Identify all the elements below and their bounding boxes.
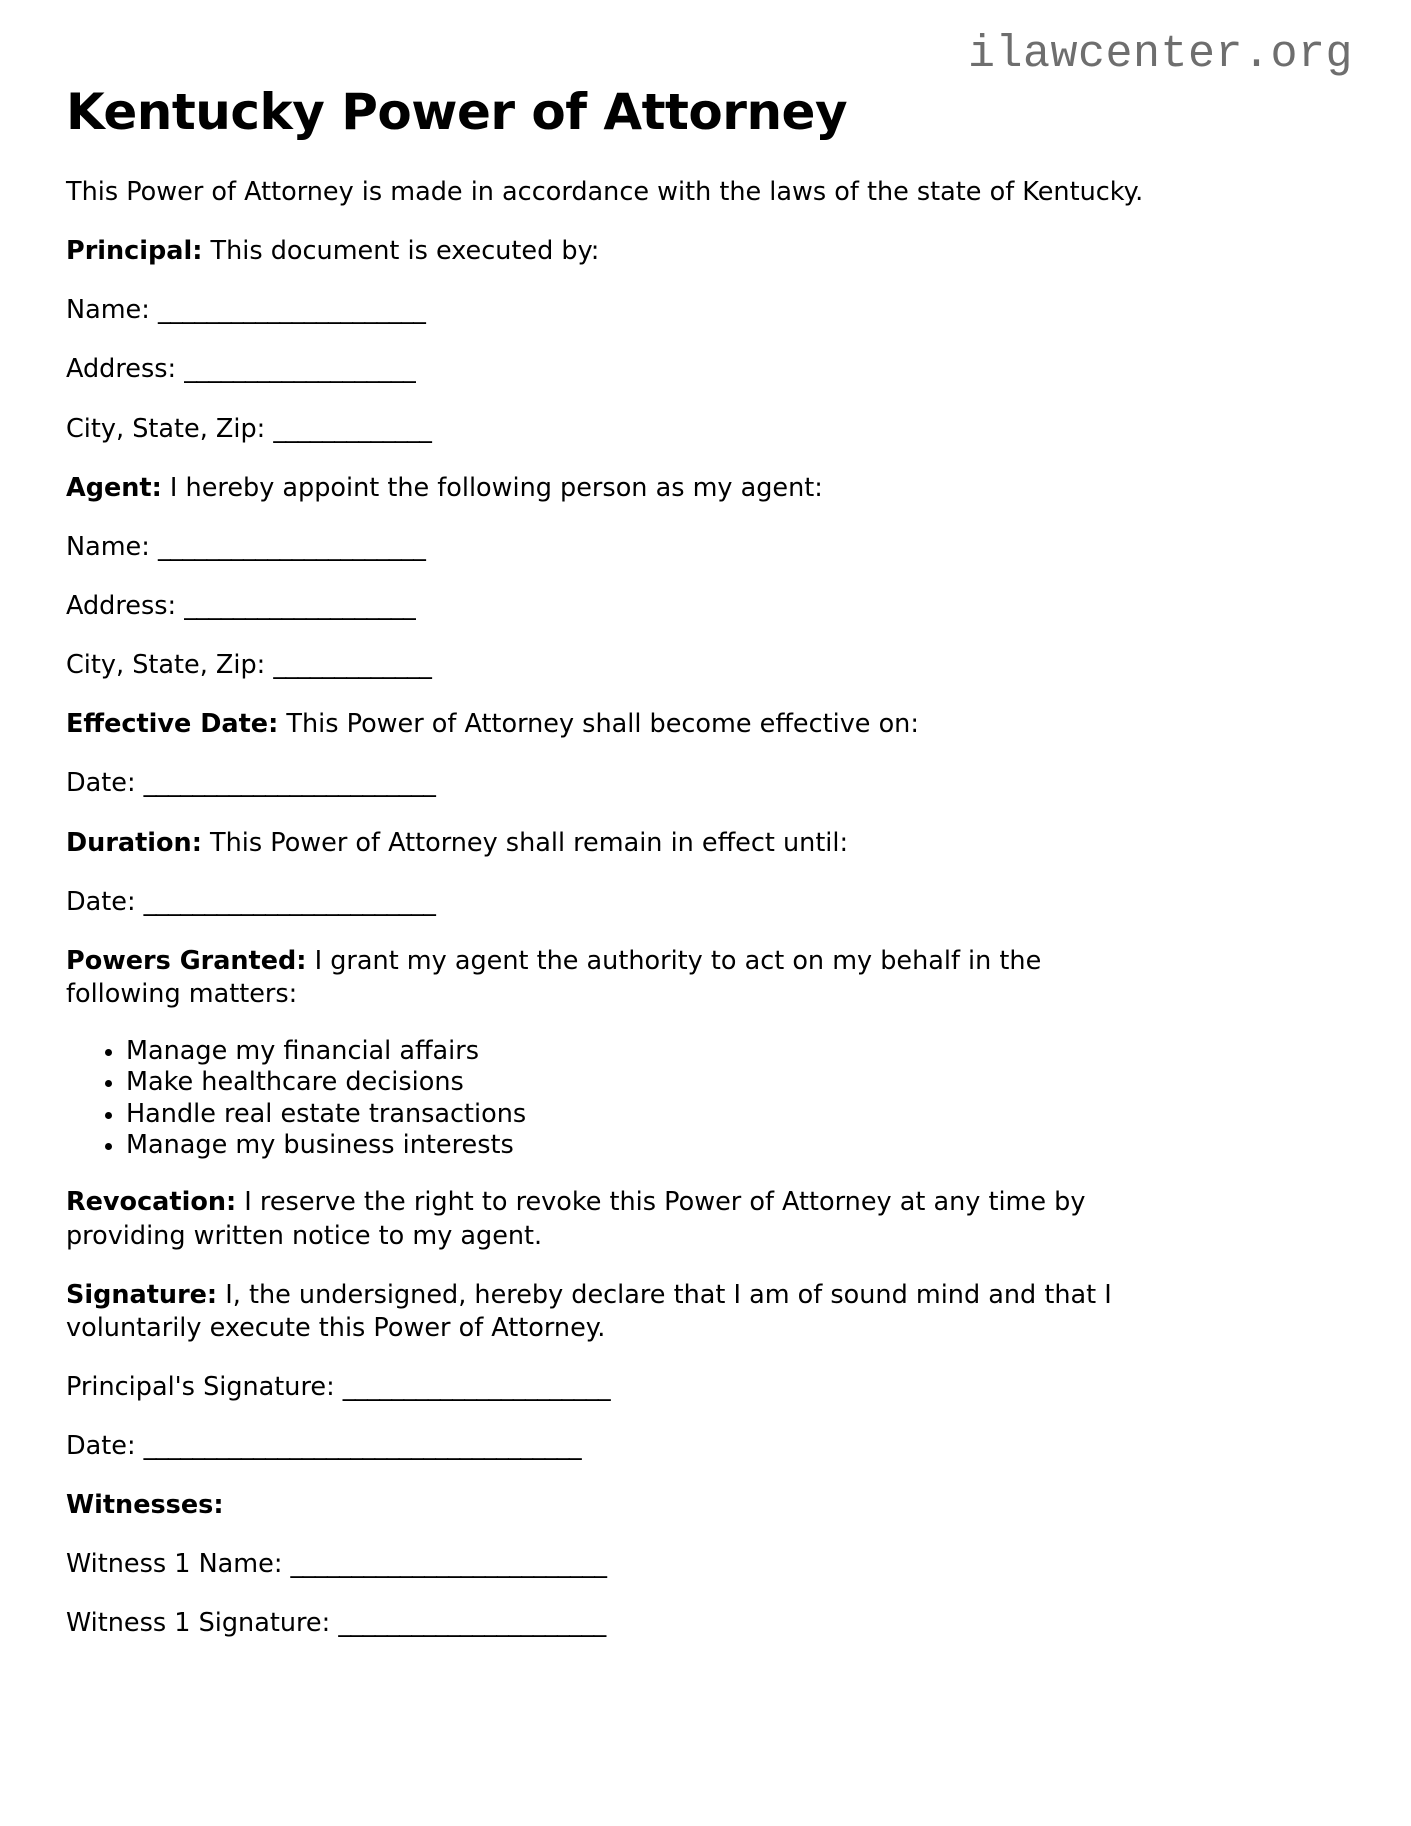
principal-city-blank[interactable]: _____________ — [273, 413, 432, 444]
duration-text: This Power of Attorney shall remain in effect until: — [201, 827, 849, 858]
duration-date-field — [66, 886, 1148, 919]
effective-date-text: This Power of Attorney shall become effective on: — [278, 709, 919, 740]
principal-address-blank[interactable]: ___________________ — [184, 354, 416, 385]
signature-date-label: Date: — [66, 1431, 144, 1462]
effective-date-blank[interactable]: ________________________ — [143, 768, 436, 799]
principal-label: Principal: — [66, 236, 203, 267]
agent-city-field — [66, 649, 1148, 682]
principal-name-label: Name: — [66, 295, 158, 326]
intro-paragraph: This Power of Attorney is made in accordance with the laws of the state of Kentucky. — [66, 177, 1144, 207]
witness1-signature-blank[interactable]: ______________________ — [338, 1608, 606, 1639]
witnesses-label: Witnesses: — [66, 1490, 224, 1521]
agent-name-field — [66, 531, 1148, 564]
powers-granted-heading — [66, 945, 1148, 1011]
list-item: • Manage my financial affairs — [126, 1037, 1148, 1066]
agent-address-label: Address: — [66, 590, 185, 621]
principal-address-field — [66, 353, 1148, 386]
duration-label: Duration: — [66, 827, 202, 858]
site-watermark: ilawcenter.org — [967, 29, 1353, 80]
agent-label: Agent: — [66, 472, 162, 503]
principal-heading — [66, 235, 1148, 268]
powers-list — [66, 1037, 1148, 1160]
effective-date-field — [66, 767, 1148, 800]
witness1-name-field — [66, 1548, 1148, 1581]
principal-name-field — [66, 294, 1148, 327]
principal-text: This document is executed by: — [202, 236, 600, 267]
witnesses-heading — [66, 1489, 1148, 1522]
duration-date-blank[interactable]: ________________________ — [143, 886, 436, 917]
powers-granted-text: I grant my agent the authority to act on my behalf in the following matters: — [66, 945, 1042, 1009]
signature-date-field — [66, 1430, 1148, 1463]
witness1-name-blank[interactable]: __________________________ — [290, 1549, 607, 1580]
signature-text: I, the undersigned, hereby declare that I am of sound mind and that I voluntarily execute this Power of Attorney. — [66, 1279, 1112, 1343]
effective-date-heading — [66, 708, 1148, 741]
document-content — [66, 84, 1148, 1667]
principal-signature-field — [66, 1371, 1148, 1404]
revocation-text: I reserve the right to revoke this Power of Attorney at any time by providing written notice to my agent. — [66, 1187, 1086, 1251]
agent-address-field — [66, 590, 1148, 623]
list-item: • Handle real estate transactions — [126, 1100, 1148, 1129]
principal-address-label: Address: — [66, 354, 185, 385]
duration-date-label: Date: — [66, 886, 144, 917]
principal-signature-label: Principal's Signature: — [66, 1371, 343, 1402]
revocation-label: Revocation: — [66, 1187, 237, 1218]
agent-name-blank[interactable]: ______________________ — [157, 531, 426, 562]
agent-city-blank[interactable]: _____________ — [273, 650, 432, 681]
signature-paragraph — [66, 1279, 1148, 1345]
signature-label: Signature: — [66, 1279, 218, 1310]
agent-text: I hereby appoint the following person as my agent: — [161, 472, 823, 503]
principal-signature-blank[interactable]: ______________________ — [342, 1371, 611, 1402]
duration-heading — [66, 827, 1148, 860]
witness1-signature-field — [66, 1607, 1148, 1640]
powers-granted-label: Powers Granted: — [66, 945, 307, 976]
agent-heading — [66, 472, 1148, 505]
witness1-signature-label: Witness 1 Signature: — [66, 1608, 339, 1639]
principal-city-field — [66, 413, 1148, 446]
list-item: • Manage my business interests — [126, 1131, 1148, 1160]
page-title: Kentucky Power of Attorney — [66, 83, 848, 141]
agent-address-blank[interactable]: ___________________ — [184, 590, 416, 621]
agent-name-label: Name: — [66, 531, 158, 562]
agent-city-label: City, State, Zip: — [66, 650, 274, 681]
effective-date-label: Effective Date: — [66, 709, 279, 740]
witness1-name-label: Witness 1 Name: — [66, 1549, 291, 1580]
signature-date-blank[interactable]: ____________________________________ — [143, 1431, 582, 1462]
effective-date-field-label: Date: — [66, 768, 144, 799]
principal-city-label: City, State, Zip: — [66, 413, 274, 444]
revocation-paragraph — [66, 1186, 1148, 1252]
principal-name-blank[interactable]: ______________________ — [157, 295, 426, 326]
list-item: • Make healthcare decisions — [126, 1068, 1148, 1097]
